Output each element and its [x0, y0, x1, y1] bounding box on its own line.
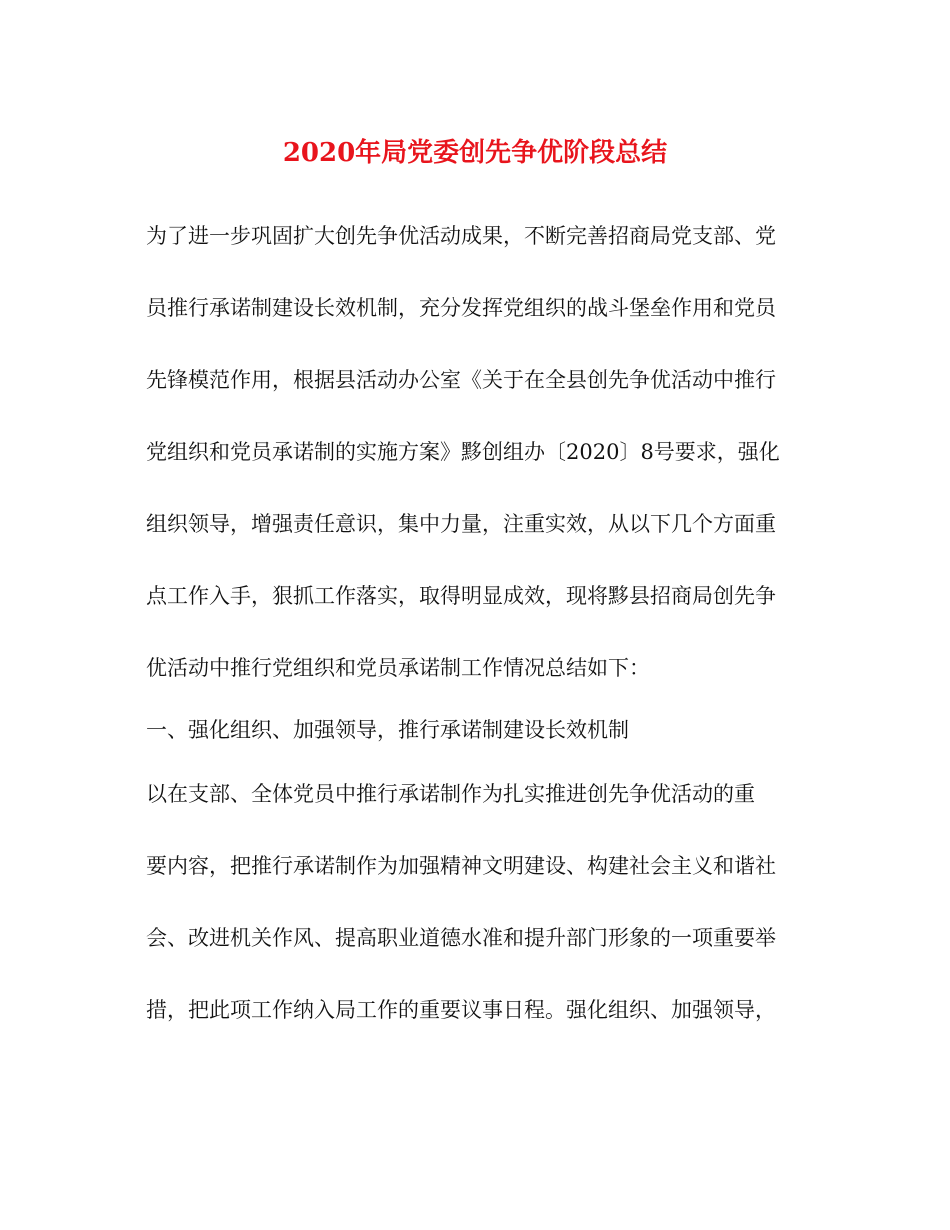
section-heading: 一、强化组织、加强领导，推行承诺制建设长效机制 [146, 718, 629, 742]
body-line: 员推行承诺制建设长效机制，充分发挥党组织的战斗堡垒作用和党员 [146, 296, 776, 320]
body-line: 以在支部、全体党员中推行承诺制作为扎实推进创先争优活动的重 [146, 782, 755, 806]
body-line: 党组织和党员承诺制的实施方案》黟创组办〔2020〕8号要求，强化 [146, 440, 780, 464]
body-line: 优活动中推行党组织和党员承诺制工作情况总结如下： [146, 656, 650, 680]
body-line: 为了进一步巩固扩大创先争优活动成果，不断完善招商局党支部、党 [146, 224, 776, 248]
document-title: 2020年局党委创先争优阶段总结 [282, 138, 668, 168]
body-line: 要内容，把推行承诺制作为加强精神文明建设、构建社会主义和谐社 [146, 854, 776, 878]
body-line: 措，把此项工作纳入局工作的重要议事日程。强化组织、加强领导， [146, 998, 776, 1022]
body-line: 先锋模范作用，根据县活动办公室《关于在全县创先争优活动中推行 [146, 368, 776, 392]
body-line: 会、改进机关作风、提高职业道德水准和提升部门形象的一项重要举 [146, 926, 776, 950]
body-line: 组织领导，增强责任意识，集中力量，注重实效，从以下几个方面重 [146, 512, 776, 536]
body-line: 点工作入手，狠抓工作落实，取得明显成效，现将黟县招商局创先争 [146, 584, 776, 608]
